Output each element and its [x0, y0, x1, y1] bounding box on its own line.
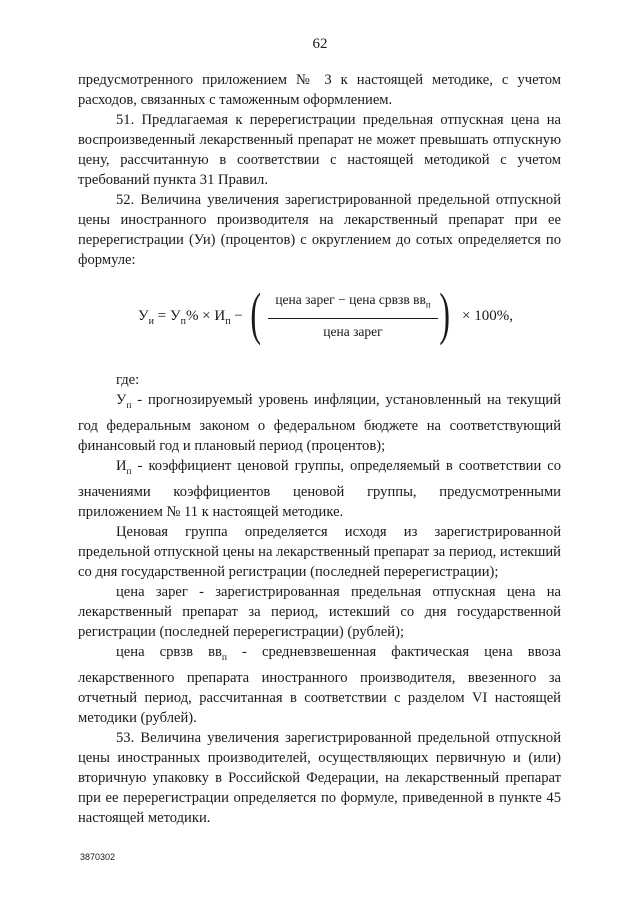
document-code: 3870302 [80, 852, 116, 862]
definition-up [78, 390, 561, 456]
formula-block [78, 281, 561, 358]
page-number: 62 [312, 36, 328, 52]
formula-eq: = У [153, 308, 181, 324]
ip-symbol: И [116, 457, 127, 474]
srvzv-symbol: цена срвзв вв [116, 643, 222, 660]
numerator-sub: п [425, 299, 431, 310]
where-label: где: [116, 372, 140, 388]
formula-denominator: цена зарег [323, 323, 383, 339]
formula-fraction [268, 290, 438, 342]
right-paren: ) [439, 281, 450, 346]
ip-sub: п [126, 466, 132, 477]
up-sub: п [126, 400, 132, 411]
formula-tail: × 100%, [462, 308, 513, 324]
definition-srvzv [78, 642, 561, 728]
formula-lhs [138, 306, 243, 332]
paragraph-51: 51. Предлагаемая к перерегистрации предельная отпускная цена на воспроизведенный лекарственный препарат не может превышать отпускную цену, рассчитанную в соответствии с настоящей методикой с учетом требований пункта 31 Правил. [78, 112, 561, 188]
up-text: - прогнозируемый уровень инфляции, установленный на текущий год федеральным законом о федеральном бюджете на соответствующий финансовый год и плановый период (процентов); [78, 392, 561, 454]
formula-u-sub: и [148, 316, 154, 327]
definition-price-group: Ценовая группа определяется исходя из зарегистрированной предельной отпускной цены на лекарственный препарат за период, истекший со дня государственной регистрации (последней перерегистрации); [78, 523, 561, 580]
formula-up-sub: п [180, 316, 186, 327]
paragraph-53: 53. Величина увеличения зарегистрированной предельной отпускной цены иностранных производителей, осуществляющих первичную и (или) вторичную упаковку в Российской Федерации, на лекарственный препарат при ее перерегистрации определяется по формуле, приведенной в пункте 45 настоящей методики. [78, 729, 561, 826]
numerator-text: цена зарег − цена срвзв вв [275, 292, 426, 307]
srvzv-text: - средневзвешенная фактическая цена ввоза лекарственного препарата иностранного производителя, ввезенного за отчетный период, рассчитанная в соответствии с разделом VI настоящей методики (рублей). [78, 643, 561, 726]
paragraph-continuation: предусмотренного приложением № 3 к настоящей методике, с учетом расходов, связанных с таможенным оформлением. [78, 72, 561, 108]
ip-text: - коэффициент ценовой группы, определяемый в соответствии со значениями коэффициентов ценовой группы, предусмотренными приложением № 11 к настоящей методике. [78, 457, 561, 520]
paragraph-52: 52. Величина увеличения зарегистрированной предельной отпускной цены иностранного производителя на лекарственный препарат при ее перерегистрации (Уи) (процентов) с округлением до сотых определяется по формуле: [78, 192, 561, 268]
document-body [78, 70, 561, 828]
formula-numerator [268, 290, 438, 319]
left-paren: ( [250, 281, 261, 346]
formula-mid: % × И [185, 308, 226, 324]
definition-zareg: цена зарег - зарегистрированная предельная отпускная цена на лекарственный препарат за период, истекший со дня государственной регистрации (последней перерегистрации) (рублей); [78, 583, 561, 640]
definition-ip [78, 456, 561, 522]
formula-ip-sub: п [225, 316, 231, 327]
srvzv-sub: п [221, 652, 227, 663]
up-symbol: У [116, 392, 127, 408]
formula-u-symbol: У [138, 308, 149, 324]
formula-minus: − [230, 308, 243, 324]
